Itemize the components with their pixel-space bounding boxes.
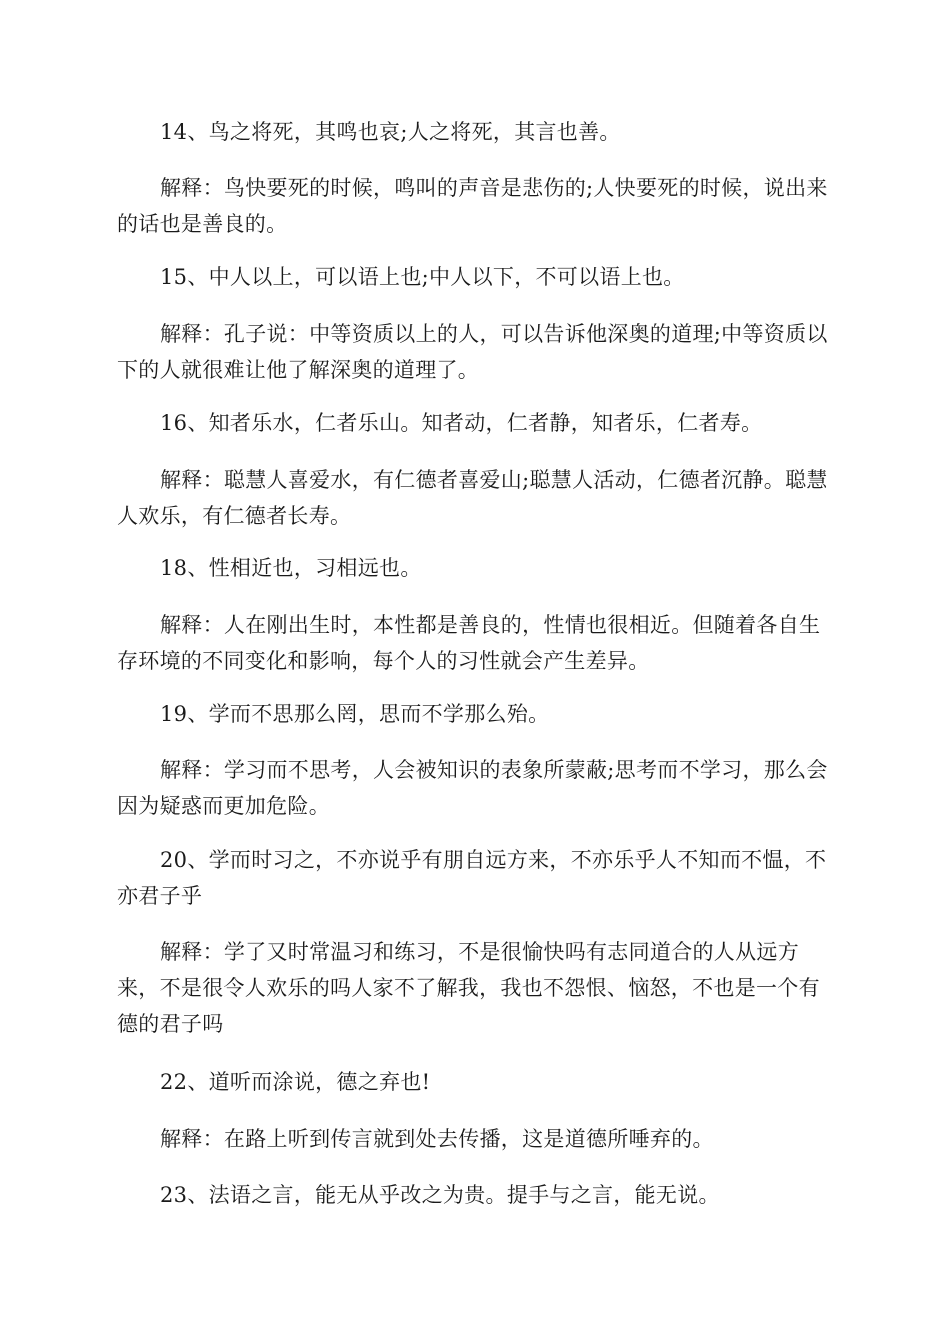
quote-18: 18、性相近也，习相远也。: [160, 556, 422, 580]
explanation-14: 解释：鸟快要死的时候，鸣叫的声音是悲伤的;人快要死的时候，说出来的话也是善良的。: [117, 176, 828, 236]
quote-19: 19、学而不思那么罔，思而不学那么殆。: [160, 702, 550, 726]
explanation-18: 解释：人在刚出生时，本性都是善良的，性情也很相近。但随着各自生存环境的不同变化和影响，每个人的习性就会产生差异。: [117, 613, 821, 673]
quote-20: 20、学而时习之，不亦说乎有朋自远方来，不亦乐乎人不知而不愠，不亦君子乎: [117, 848, 827, 908]
explanation-16: 解释：聪慧人喜爱水，有仁德者喜爱山;聪慧人活动，仁德者沉静。聪慧人欢乐，有仁德者长寿。: [117, 468, 828, 528]
explanation-20: 解释：学了又时常温习和练习，不是很愉快吗有志同道合的人从远方来，不是很令人欢乐的吗人家不了解我，我也不怨恨、恼怒，不也是一个有德的君子吗: [117, 940, 820, 1036]
quote-16: 16、知者乐水，仁者乐山。知者动，仁者静，知者乐，仁者寿。: [160, 411, 763, 435]
explanation-22: 解释：在路上听到传言就到处去传播，这是道德所唾弃的。: [160, 1127, 714, 1151]
explanation-15: 解释：孔子说：中等资质以上的人，可以告诉他深奥的道理;中等资质以下的人就很难让他了解深奥的道理了。: [117, 322, 828, 382]
quote-22: 22、道听而涂说，德之弃也!: [160, 1070, 431, 1094]
quote-15: 15、中人以上，可以语上也;中人以下，不可以语上也。: [160, 265, 685, 289]
quote-14: 14、鸟之将死，其鸣也哀;人之将死，其言也善。: [160, 120, 621, 144]
quote-23: 23、法语之言，能无从乎改之为贵。提手与之言，能无说。: [160, 1183, 720, 1207]
explanation-19: 解释：学习而不思考，人会被知识的表象所蒙蔽;思考而不学习，那么会因为疑惑而更加危险。: [117, 758, 828, 818]
